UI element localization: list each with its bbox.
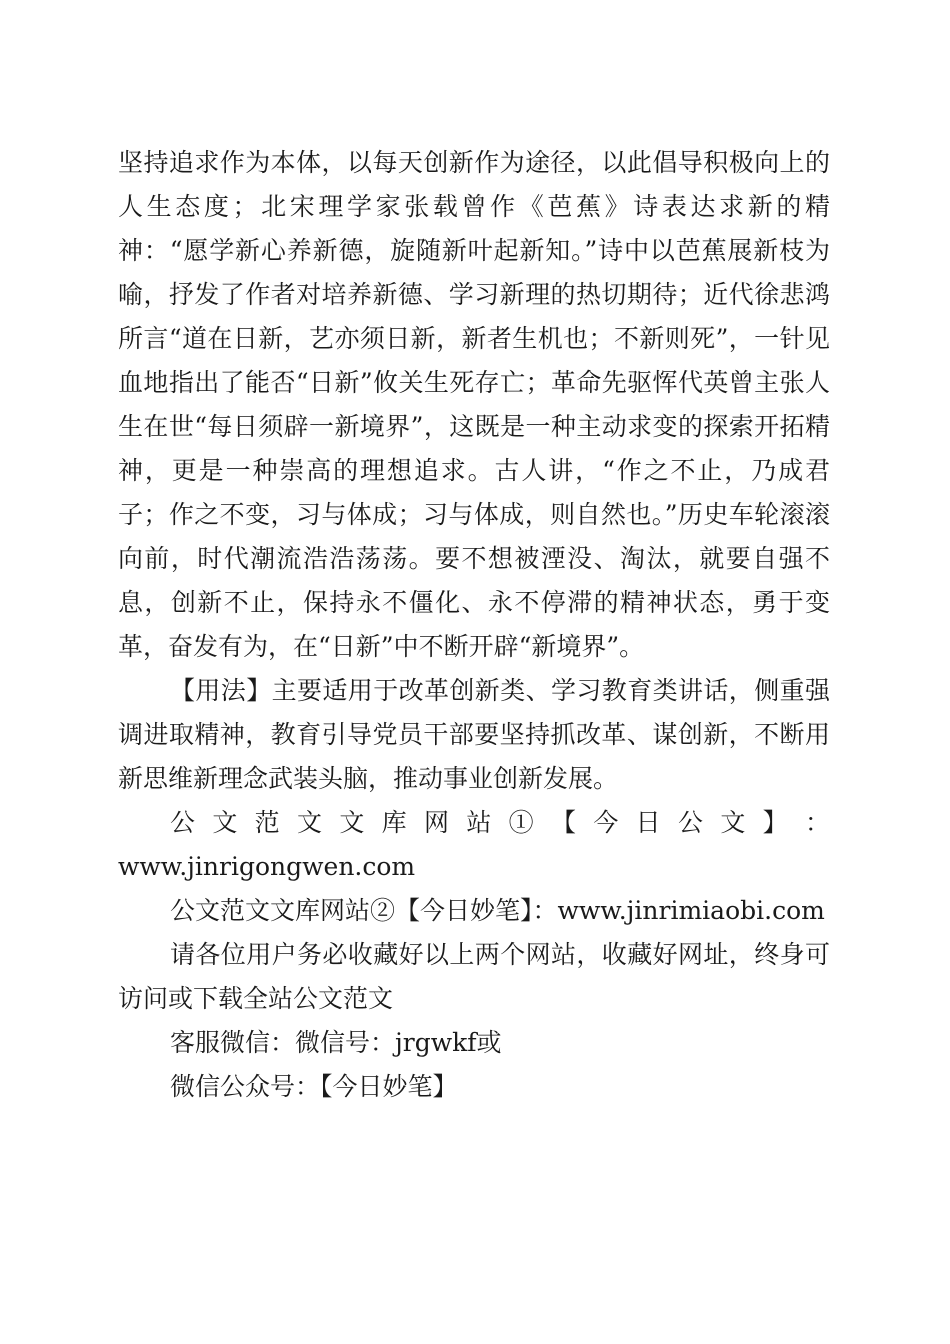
- site1-label: 公 文 范 文 文 库 网 站 ① 【 今 日 公 文 】 ：: [170, 808, 830, 837]
- document-page: [118, 141, 830, 1109]
- official-account-line: 微信公众号：【今日妙笔】: [170, 1072, 458, 1101]
- site1-url[interactable]: www.jinrigongwen.com: [118, 852, 416, 881]
- site2-line[interactable]: 公文范文文库网站②【今日妙笔】：www.jinrimiaobi.com: [170, 896, 825, 925]
- usage-paragraph: 【用法】主要适用于改革创新类、学习教育类讲话，侧重强调进取精神，教育引导党员干部要坚持抓改革、谋创新，不断用新思维新理念武装头脑，推动事业创新发展。: [118, 676, 830, 793]
- wechat-line: 客服微信：微信号：jrgwkf或: [170, 1028, 502, 1057]
- notice-paragraph: 请各位用户务必收藏好以上两个网站，收藏好网址，终身可访问或下载全站公文范文: [118, 940, 830, 1013]
- main-paragraph: 坚持追求作为本体，以每天创新作为途径，以此倡导积极向上的人生态度；北宋理学家张载曾作《芭蕉》诗表达求新的精神：“愿学新心养新德，旋随新叶起新知。”诗中以芭蕉展新枝为喻，抒发了作者对培养新德、学习新理的热切期待；近代徐悲鸿所言“道在日新，艺亦须日新，新者生机也；不新则死”，一针见血地指出了能否“日新”攸关生死存亡；革命先驱恽代英曾主张人生在世“每日须辟一新境界”，这既是一种主动求变的探索开拓精神，更是一种崇高的理想追求。古人讲，“作之不止，乃成君子；作之不变，习与体成；习与体成，则自然也。”历史车轮滚滚向前，时代潮流浩浩荡荡。要不想被湮没、淘汰，就要自强不息，创新不止，保持永不僵化、永不停滞的精神状态，勇于变革，奋发有为，在“日新”中不断开辟“新境界”。: [118, 148, 830, 661]
